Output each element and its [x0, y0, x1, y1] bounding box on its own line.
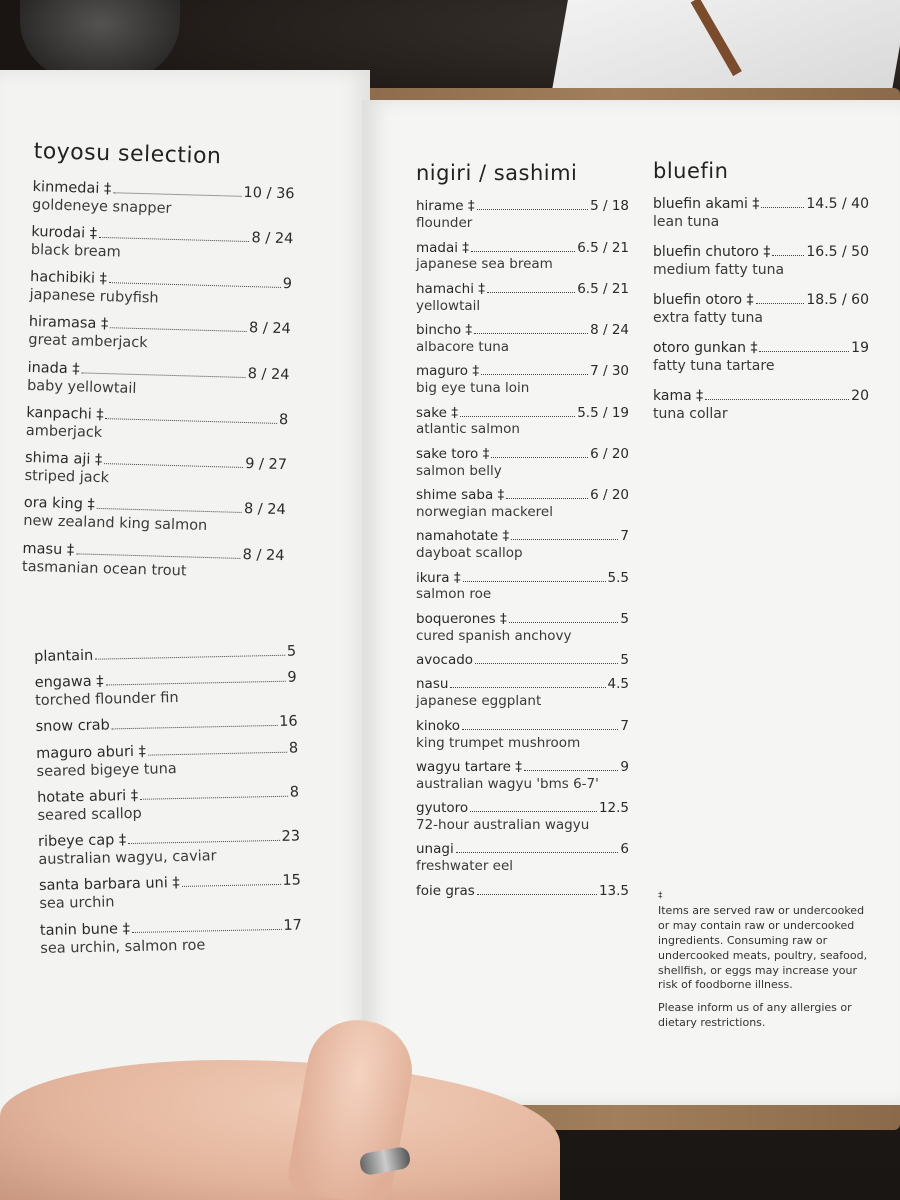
notice-warning: Items are served raw or undercooked or may contain raw or undercooked ingredients. Consuming raw or undercooked meats, poultry, seafood, shellfish, or eggs may increase your risk of foodborne illness. — [658, 904, 868, 992]
menu-item — [416, 322, 629, 356]
raw-food-notice — [658, 890, 873, 1039]
menu-item-row — [653, 196, 869, 214]
menu-item-price: 9 — [287, 669, 297, 686]
menu-item-row — [653, 340, 869, 358]
menu-item — [27, 358, 290, 402]
menu-item-price: 20 — [851, 388, 869, 405]
menu-item-description: japanese rubyfish — [29, 287, 159, 307]
dot-leader — [456, 843, 619, 853]
menu-item — [37, 783, 300, 825]
menu-item-name: hotate aburi ‡ — [36, 787, 139, 806]
menu-item-row — [653, 388, 869, 406]
menu-item-name: tanin bune ‡ — [39, 920, 131, 939]
dot-leader — [128, 830, 280, 844]
menu-item-name: engawa ‡ — [34, 673, 104, 692]
dot-leader — [106, 408, 278, 424]
menu-item-description: lean tuna — [653, 213, 720, 230]
menu-item — [416, 611, 629, 645]
menu-item-price: 14.5 / 40 — [806, 196, 869, 213]
menu-item-row — [416, 759, 629, 776]
menu-item-price: 6 — [620, 841, 629, 858]
menu-item-name: hachibiki ‡ — [29, 268, 108, 288]
menu-item-price: 5.5 / 19 — [577, 404, 629, 421]
menu-item-price: 7 / 30 — [590, 363, 629, 380]
dot-leader — [105, 671, 285, 686]
menu-item-price: 15 — [282, 872, 302, 890]
menu-item-description: tasmanian ocean trout — [21, 558, 187, 580]
menu-item-price: 8 — [288, 739, 299, 757]
menu-item — [416, 487, 629, 521]
menu-item-row — [416, 676, 629, 693]
menu-item-name: sake toro ‡ — [416, 445, 490, 462]
dot-leader — [95, 645, 285, 660]
menu-item-row — [416, 652, 629, 669]
dot-leader — [148, 741, 287, 755]
menu-item-name: shima aji ‡ — [24, 449, 103, 469]
dot-leader — [182, 874, 281, 887]
dot-leader — [511, 530, 618, 540]
menu-item-description: sea urchin, salmon roe — [40, 937, 206, 957]
menu-item-description: medium fatty tuna — [653, 261, 785, 278]
menu-item-price: 18.5 / 60 — [806, 292, 869, 309]
menu-item-description: atlantic salmon — [416, 421, 520, 438]
menu-item-name: bincho ‡ — [416, 322, 473, 338]
menu-item — [28, 313, 291, 357]
toyosu-selection-section — [22, 138, 296, 592]
menu-item-price: 8 / 24 — [251, 229, 294, 248]
menu-item — [38, 827, 301, 869]
menu-item — [416, 281, 629, 315]
menu-item-name: hamachi ‡ — [416, 280, 486, 297]
menu-item-name: bluefin chutoro ‡ — [653, 244, 771, 261]
menu-item-price: 6.5 / 21 — [577, 280, 629, 297]
menu-item-name: kama ‡ — [653, 388, 704, 405]
menu-item — [416, 198, 629, 232]
menu-item-description: seared scallop — [37, 805, 142, 824]
menu-item — [31, 223, 294, 267]
dot-leader — [705, 390, 849, 401]
menu-item-price: 5 — [620, 610, 629, 627]
dot-leader — [112, 715, 278, 729]
menu-item — [416, 528, 629, 562]
menu-item-description: baby yellowtail — [26, 377, 137, 397]
dot-leader — [109, 272, 281, 288]
menu-item — [653, 244, 869, 279]
dot-leader — [471, 241, 575, 251]
menu-item — [653, 196, 869, 231]
menu-item-name: kinoko — [416, 717, 460, 734]
menu-item — [40, 916, 303, 958]
menu-item-price: 5 — [620, 652, 629, 668]
menu-item-description: seared bigeye tuna — [36, 760, 177, 780]
menu-item-price: 12.5 — [598, 800, 629, 817]
specials-section — [34, 643, 303, 966]
menu-item-row — [416, 800, 629, 817]
menu-item-price: 10 / 36 — [243, 184, 295, 202]
menu-item-name: namahotate ‡ — [416, 528, 510, 545]
menu-item-price: 8 / 24 — [247, 365, 290, 383]
menu-item-name: gyutoro — [416, 800, 469, 817]
menu-item-price: 5 / 18 — [590, 198, 629, 215]
menu-item-description: 72-hour australian wagyu — [416, 817, 590, 833]
dot-leader — [475, 654, 618, 664]
menu-item-row — [416, 528, 629, 545]
section-title-nigiri: nigiri / sashimi — [416, 161, 578, 185]
menu-item-price: 4.5 — [607, 676, 629, 693]
menu-item-price: 7 — [620, 528, 629, 545]
drinking-glass — [20, 0, 180, 80]
menu-item-row — [416, 883, 629, 900]
menu-item-description: big eye tuna loin — [416, 380, 530, 397]
menu-item-description: japanese sea bream — [416, 256, 553, 273]
menu-item-price: 8 / 24 — [248, 320, 291, 338]
menu-item — [416, 363, 629, 397]
menu-item-description: japanese eggplant — [416, 693, 542, 710]
menu-item-description: freshwater eel — [416, 858, 514, 875]
menu-item-price: 9 — [282, 276, 293, 293]
menu-item — [416, 240, 629, 274]
menu-item-name: inada ‡ — [27, 359, 80, 377]
menu-item — [653, 340, 869, 375]
dot-leader — [756, 294, 805, 305]
menu-item — [416, 759, 629, 793]
dot-leader — [104, 453, 243, 468]
menu-item — [416, 718, 629, 752]
dot-leader — [140, 786, 288, 800]
menu-item — [29, 268, 292, 312]
menu-item-price: 16.5 / 50 — [806, 244, 869, 261]
dot-leader — [477, 885, 597, 895]
dot-leader — [462, 720, 618, 730]
menu-item-name: unagi — [416, 841, 454, 858]
menu-item-price: 19 — [851, 340, 869, 357]
bluefin-section — [653, 158, 869, 436]
menu-item-description: fatty tuna tartare — [653, 357, 775, 374]
dot-leader — [99, 227, 250, 242]
menu-item-name: hiramasa ‡ — [28, 314, 109, 333]
menu-item-name: avocado — [416, 652, 474, 668]
section-title-toyosu: toyosu selection — [33, 138, 222, 170]
specials-item-list — [34, 643, 302, 958]
menu-item-row — [416, 611, 629, 628]
menu-item-description: flounder — [416, 215, 473, 232]
menu-item-row — [416, 487, 629, 504]
menu-item-price: 8 / 24 — [243, 501, 286, 519]
menu-item — [416, 676, 629, 710]
notice-allergy: Please inform us of any allergies or dietary restrictions. — [658, 1001, 852, 1030]
menu-item-price: 8 / 24 — [590, 322, 629, 338]
menu-item — [653, 388, 869, 423]
menu-item-name: madai ‡ — [416, 239, 470, 256]
menu-item-name: otoro gunkan ‡ — [653, 340, 758, 357]
dot-leader — [450, 678, 605, 688]
menu-item-description: dayboat scallop — [416, 545, 523, 562]
menu-item-name: kurodai ‡ — [31, 223, 98, 242]
menu-item-name: kinmedai ‡ — [32, 178, 112, 197]
menu-item-row — [416, 570, 629, 587]
menu-item-row — [416, 446, 629, 463]
menu-item — [416, 883, 629, 900]
menu-item-name: maguro ‡ — [416, 363, 480, 380]
menu-item-name: masu ‡ — [22, 540, 75, 558]
menu-item-description: amberjack — [25, 422, 103, 441]
menu-item-price: 13.5 — [598, 882, 629, 899]
menu-item-name: foie gras — [416, 882, 475, 899]
menu-item-price: 9 / 27 — [244, 456, 288, 474]
dot-leader — [113, 182, 242, 196]
menu-item-description: salmon belly — [416, 462, 502, 479]
menu-item — [23, 494, 286, 538]
menu-item-name: wagyu tartare ‡ — [416, 758, 523, 775]
menu-item-name: hirame ‡ — [416, 198, 475, 215]
menu-item-price: 8 — [278, 411, 289, 428]
menu-item-description: extra fatty tuna — [653, 309, 763, 326]
menu-item-price: 6.5 / 21 — [577, 239, 629, 256]
dot-leader — [97, 498, 242, 513]
menu-item-description: king trumpet mushroom — [416, 734, 581, 751]
dot-leader — [524, 761, 618, 771]
menu-item-row — [416, 198, 629, 215]
menu-item-row — [416, 363, 629, 380]
menu-item — [39, 872, 302, 914]
dot-leader — [481, 365, 588, 375]
menu-item-description: black bream — [30, 241, 121, 261]
dot-leader — [477, 200, 588, 210]
menu-item — [416, 841, 629, 875]
menu-item — [35, 669, 298, 711]
dot-leader — [759, 342, 849, 353]
menu-item-row — [416, 281, 629, 298]
menu-item-price: 8 / 24 — [242, 546, 285, 564]
menu-item-row — [653, 292, 869, 310]
menu-item-row — [653, 244, 869, 262]
dot-leader — [772, 246, 804, 257]
menu-item-description: albacore tuna — [416, 338, 510, 355]
menu-item — [653, 292, 869, 327]
dot-leader — [761, 198, 804, 209]
menu-item-price: 8 — [289, 784, 300, 801]
menu-item-name: santa barbara uni ‡ — [38, 875, 180, 895]
dot-leader — [487, 283, 575, 293]
notice-mark: ‡ — [658, 891, 663, 901]
dot-leader — [470, 802, 597, 812]
toyosu-item-list — [22, 177, 295, 582]
menu-item-price: 6 / 20 — [590, 487, 629, 503]
menu-item-name: ribeye cap ‡ — [37, 832, 127, 850]
section-title-bluefin: bluefin — [653, 159, 729, 183]
menu-item-row — [416, 322, 629, 339]
menu-item-description: torched flounder fin — [34, 690, 179, 710]
menu-item-name: shime saba ‡ — [416, 487, 505, 503]
dot-leader — [474, 324, 588, 334]
menu-item-name: snow crab — [35, 717, 110, 736]
menu-item-row — [416, 718, 629, 735]
menu-item-name: bluefin otoro ‡ — [653, 292, 754, 309]
menu-item — [22, 539, 285, 583]
menu-item-name: ikura ‡ — [416, 569, 461, 586]
menu-item-name: sake ‡ — [416, 404, 458, 421]
menu-item-description: tuna collar — [653, 405, 728, 422]
bluefin-item-list — [653, 196, 869, 423]
nigiri-item-list — [416, 198, 629, 899]
menu-item — [416, 570, 629, 604]
menu-item — [35, 713, 297, 737]
menu-item — [416, 446, 629, 480]
menu-item-price: 17 — [283, 916, 303, 934]
menu-item-row — [416, 841, 629, 858]
menu-item-price: 16 — [278, 713, 298, 731]
menu-item-description: great amberjack — [28, 332, 148, 352]
menu-item-description: australian wagyu 'bms 6-7' — [416, 775, 599, 792]
dot-leader — [82, 362, 246, 377]
menu-item-description: salmon roe — [416, 586, 492, 603]
menu-item — [416, 405, 629, 439]
menu-item-name: nasu — [416, 676, 449, 693]
menu-item-price: 6 / 20 — [590, 445, 629, 462]
dot-leader — [509, 613, 619, 623]
menu-item-description: norwegian mackerel — [416, 503, 553, 520]
menu-item-name: ora king ‡ — [23, 495, 96, 514]
menu-item-description: striped jack — [24, 467, 110, 487]
menu-item-price: 7 — [620, 717, 629, 734]
dot-leader — [491, 448, 588, 458]
dot-leader — [460, 406, 575, 416]
menu-item-price: 5 — [286, 643, 297, 660]
menu-item-description: yellowtail — [416, 297, 481, 314]
dot-leader — [76, 543, 241, 558]
menu-item-row — [416, 405, 629, 422]
dot-leader — [506, 489, 588, 499]
dot-leader — [110, 318, 247, 333]
menu-item — [36, 739, 299, 781]
nigiri-sashimi-section — [416, 160, 629, 907]
menu-item-description: new zealand king salmon — [23, 513, 208, 535]
menu-item-name: bluefin akami ‡ — [653, 196, 760, 213]
menu-item-name: maguro aburi ‡ — [36, 743, 147, 762]
dot-leader — [463, 571, 606, 581]
menu-item-name: boquerones ‡ — [416, 610, 507, 627]
menu-item-name: kanpachi ‡ — [26, 404, 104, 423]
menu-item — [416, 652, 629, 669]
menu-item-price: 23 — [281, 828, 301, 845]
menu-item-row — [416, 240, 629, 257]
menu-item — [32, 177, 295, 221]
menu-item — [24, 449, 287, 493]
menu-item-name: plantain — [34, 647, 94, 665]
menu-item-price: 5.5 — [607, 569, 629, 586]
menu-item-description: australian wagyu, caviar — [38, 848, 217, 869]
menu-item-description: cured spanish anchovy — [416, 627, 572, 644]
menu-item-description: goldeneye snapper — [31, 196, 172, 217]
dot-leader — [132, 919, 282, 933]
menu-item — [416, 800, 629, 834]
menu-item-description: sea urchin — [39, 894, 115, 913]
menu-item — [26, 404, 289, 448]
menu-item-price: 9 — [620, 758, 629, 775]
menu-item-row — [35, 713, 297, 737]
